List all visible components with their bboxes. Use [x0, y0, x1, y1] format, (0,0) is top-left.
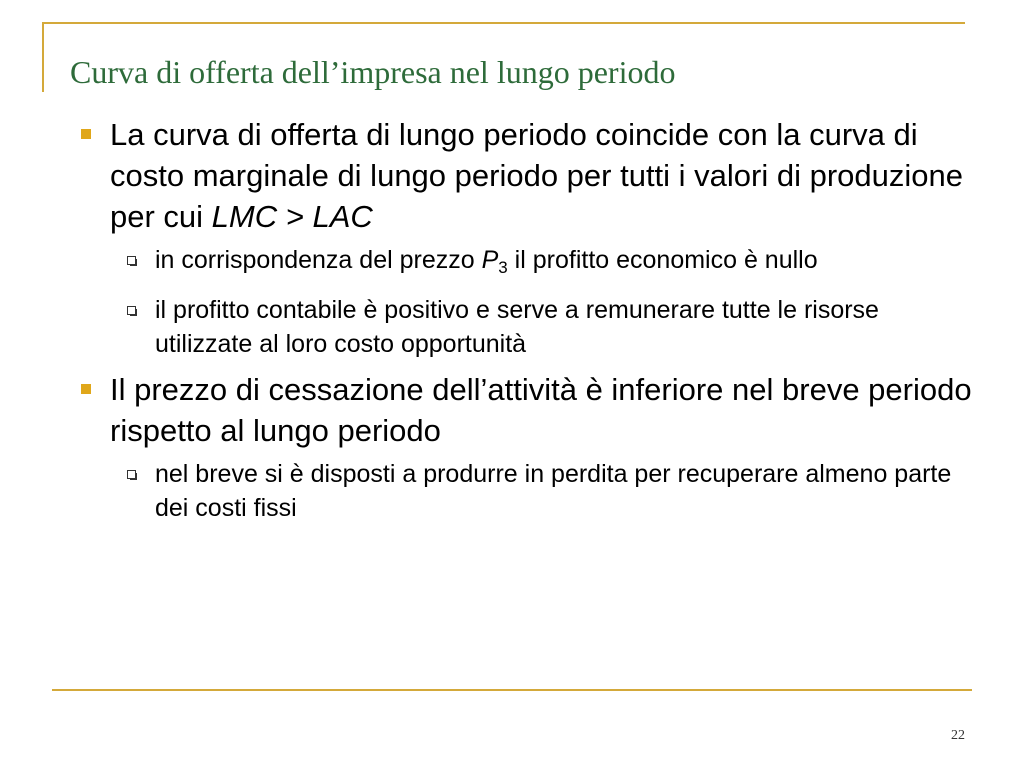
bullet-text: Il prezzo di cessazione dell’attività è inferiore nel breve periodo rispetto al lungo periodo — [110, 372, 972, 448]
slide-title: Curva di offerta dell’impresa nel lungo periodo — [70, 54, 676, 90]
page-number: 22 — [951, 728, 965, 743]
price-subscript: 3 — [498, 258, 508, 277]
frame-left-line — [42, 22, 44, 92]
hollow-square-bullet-icon — [127, 306, 136, 315]
bullet-text: La curva di offerta di lungo periodo coincide con la curva di costo marginale di lungo periodo per tutti i valori di produzione per cui — [110, 117, 963, 234]
slide-content — [78, 114, 978, 533]
price-variable: P — [481, 246, 499, 274]
bullet-long-run-supply — [78, 114, 978, 237]
bullet-shutdown-price — [78, 369, 978, 451]
frame-bottom-line — [52, 689, 972, 691]
subbullet-text: nel breve si è disposti a produrre in perdita per recuperare almeno parte dei costi fissi — [155, 460, 952, 522]
square-bullet-icon — [81, 384, 91, 394]
subbullet-text: il profitto contabile è positivo e serve a remunerare tutte le risorse utilizzate al loro costo opportunità — [155, 296, 879, 358]
hollow-square-bullet-icon — [127, 470, 136, 479]
subbullet-text-post: il profitto economico è nullo — [507, 246, 818, 274]
subbullet-accounting-profit — [155, 293, 955, 361]
subbullet-zero-profit — [155, 243, 955, 285]
frame-top-line — [42, 22, 965, 24]
bullet-condition: LMC > LAC — [211, 199, 373, 234]
subbullet-text: in corrispondenza del prezzo — [155, 246, 482, 274]
subbullet-short-run-loss — [155, 457, 955, 525]
square-bullet-icon — [81, 129, 91, 139]
hollow-square-bullet-icon — [127, 256, 136, 265]
